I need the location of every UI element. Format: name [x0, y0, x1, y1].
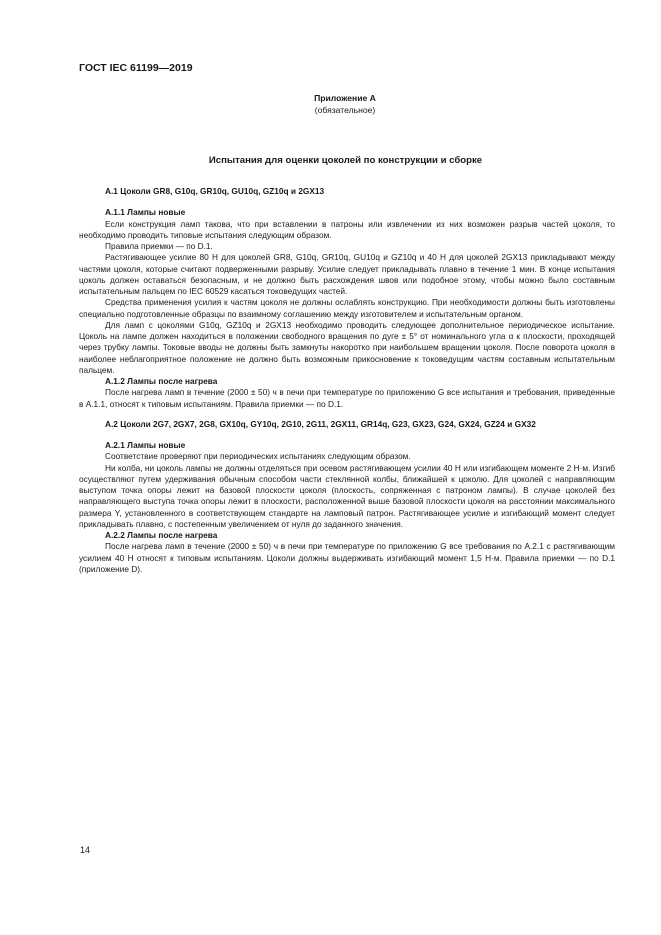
paragraph: Средства применения усилия к частям цоколя не должны ослаблять конструкцию. При необходимости должны быть изготовлены специально подготовленные образцы по взаимному соглашению между изготовителем и испытательным органом.: [79, 297, 615, 319]
paragraph: Растягивающее усилие 80 Н для цоколей GR8, G10q, GR10q, GU10q и GZ10q и 40 Н для цоколей 2GX13 прикладывают между частями цоколя, которые считают подверженными разрыву. Усилие следует прикладывать плавно в течение 1 мин. В конце испытания цоколь должен оставаться безопасным, и не должно быть расхождения швов или подобное этому, чтобы можно было составным испытательным пальцем по IEC 60529 касаться токоведущих частей.: [79, 252, 615, 296]
paragraph: Соответствие проверяют при периодических испытаниях следующим образом.: [105, 451, 411, 462]
main-title: Испытания для оценки цоколей по конструкции и сборке: [208, 155, 483, 166]
appendix-title: Приложение А: [314, 93, 376, 103]
paragraph: После нагрева ламп в течение (2000 ± 50) ч в печи при температуре по приложению G все требования по А.2.1 с растягивающим усилием 40 Н относят к типовым испытаниям. Цоколи должны выдерживать изгибающий момент 1,5 Н·м. Правила приемки — по D.1 (приложение D).: [79, 541, 615, 574]
section-a1-1-heading: А.1.1 Лампы новые: [105, 207, 186, 218]
section-a1-heading: А.1 Цоколи GR8, G10q, GR10q, GU10q, GZ10q и 2GX13: [105, 186, 325, 196]
section-a2-heading: А.2 Цоколи 2G7, 2GX7, 2G8, GX10q, GY10q, 2G10, 2G11, 2GX11, GR14q, G23, GX23, G24, GX24, GZ24 и GX32: [105, 418, 536, 429]
section-a1-2-heading: А.1.2 Лампы после нагрева: [105, 376, 218, 386]
section-a2-1-heading: А.2.1 Лампы новые: [105, 440, 186, 450]
paragraph: Для ламп с цоколями G10q, GZ10q и 2GX13 необходимо проводить следующее дополнительное периодическое испытание. Цоколь на лампе должен находиться в положении свободного вращения по дуге ± 5° от номинального угла α к плоскости, проходящей через трубку лампы. Токовые вводы не должны быть замкнуты накоротко при наибольшем вращении цоколя. После поворота цоколя в наиболее неблагоприятное положение не должно быть возможным прикосновение к токоведущим частям составным испытательным пальцем.: [79, 319, 615, 375]
paragraph: После нагрева ламп в течение (2000 ± 50) ч в печи при температуре по приложению G все испытания и требования, приведенные в А.1.1, относят к типовым испытаниям. Правила приемки — по D.1.: [79, 387, 615, 409]
spacer: [79, 410, 615, 419]
paragraph: Ни колба, ни цоколь лампы не должны отделяться при осевом растягивающем усилии 40 Н или изгибающем моменте 2 Н·м. Изгиб осуществляют путем удерживания обычным способом части стеклянной колбы, ближайшей к цоколю. Для цоколей с направляющим выступом точка опоры лежит на базовой плоскости цоколя (плоскость, сопряженная с патроном лампы). В случае цоколей без направляющего выступа точка опоры лежит в плоскости, расположенной выше базовой плоскости цоколя на расстоянии максимального размера Y, установленного в соответствующем стандарте на ламповый патрон. Растягивающее усилие и изгибающий момент следует прикладывать плавно, с постепенным увеличением от нуля до заданного значения.: [79, 462, 615, 529]
page-number: 14: [80, 845, 91, 855]
paragraph: Правила приемки — по D.1.: [105, 241, 213, 251]
appendix-status: (обязательное): [314, 105, 376, 115]
paragraph: Если конструкция ламп такова, что при вставлении в патроны или извлечении из них возможен разрыв частей цоколя, то необходимо проводить типовые испытания следующим образом.: [79, 218, 615, 240]
document-body: [79, 186, 615, 575]
section-a2-2-heading: А.2.2 Лампы после нагрева: [105, 530, 218, 540]
document-code: ГОСТ IEC 61199—2019: [79, 62, 193, 74]
